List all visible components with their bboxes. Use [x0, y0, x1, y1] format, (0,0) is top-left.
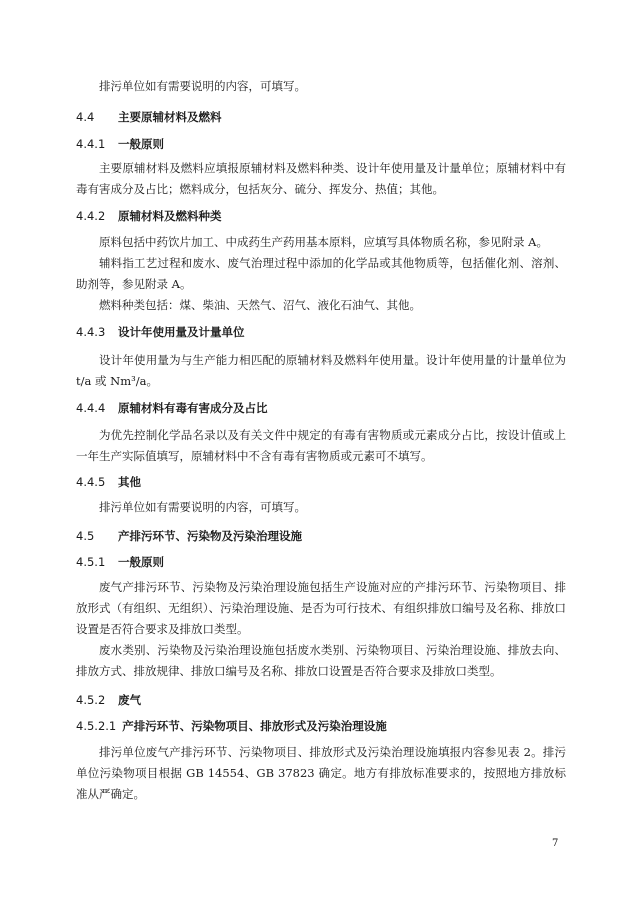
section-number: 4.5.2.1	[76, 719, 117, 733]
section-number: 4.4	[76, 110, 95, 124]
paragraph: 排污单位如有需要说明的内容，可填写。	[99, 79, 306, 93]
paragraph: 排污单位如有需要说明的内容，可填写。	[99, 500, 306, 514]
section-title: 原辅材料及燃料种类	[118, 209, 222, 223]
section-title: 主要原辅材料及燃料	[118, 110, 222, 124]
section-number: 4.5.1	[76, 555, 106, 569]
section-number: 4.4.4	[76, 401, 106, 415]
paragraph: 主要原辅材料及燃料应填报原辅材料及燃料种类、设计年使用量及计量单位；原辅材料中有毒有害成分及占比；燃料成分，包括灰分、硫分、挥发分、热值；其他。	[76, 161, 566, 196]
paragraph: 为优先控制化学品名录以及有关文件中规定的有毒有害物质或元素成分占比，按设计值或上一年生产实际值填写，原辅材料中不含有毒有害物质或元素可不填写。	[76, 428, 566, 463]
section-heading	[76, 690, 566, 710]
section-title: 产排污环节、污染物及污染治理设施	[118, 529, 302, 543]
paragraph: 废水类别、污染物及污染治理设施包括废水类别、污染物项目、污染治理设施、排放去向、排放方式、排放规律、排放口编号及名称、排放口设置是否符合要求及排放口类型。	[76, 643, 566, 678]
paragraph: 辅料指工艺过程和废水、废气治理过程中添加的化学品或其他物质等，包括催化剂、溶剂、助剂等，参见附录 A。	[76, 256, 566, 291]
section-title: 一般原则	[118, 555, 164, 569]
paragraph: 排污单位废气产排污环节、污染物项目、排放形式及污染治理设施填报内容参见表 2。排污单位污染物项目根据 GB 14554、GB 37823 确定。地方有排放标准要求的，按照地方排放标准从严确定。	[76, 745, 566, 801]
section-number: 4.5.2	[76, 693, 106, 707]
section-title: 原辅材料有毒有害成分及占比	[118, 401, 268, 415]
section-heading	[76, 134, 566, 154]
section-heading	[76, 716, 566, 736]
section-title: 废气	[118, 693, 141, 707]
paragraph: 废气产排污环节、污染物及污染治理设施包括生产设施对应的产排污环节、污染物项目、排放形式（有组织、无组织）、污染治理设施、是否为可行技术、有组织排放口编号及名称、排放口设置是否符合要求及排放口类型。	[76, 580, 566, 636]
section-number: 4.4.5	[76, 475, 106, 489]
paragraph: 设计年使用量为与生产能力相匹配的原辅材料及燃料年使用量。设计年使用量的计量单位为 t/a 或 Nm³/a。	[76, 353, 566, 388]
paragraph: 燃料种类包括：煤、柴油、天然气、沼气、液化石油气、其他。	[99, 298, 421, 312]
section-heading	[76, 472, 566, 492]
section-title: 产排污环节、污染物项目、排放形式及污染治理设施	[122, 719, 387, 733]
section-heading	[76, 552, 566, 572]
page-number: 7	[552, 838, 559, 849]
section-heading	[76, 107, 566, 127]
section-heading	[76, 322, 566, 342]
section-title: 设计年使用量及计量单位	[118, 325, 245, 339]
section-heading	[76, 526, 566, 546]
paragraph: 原料包括中药饮片加工、中成药生产药用基本原料，应填写具体物质名称，参见附录 A。	[99, 235, 548, 249]
section-number: 4.4.3	[76, 325, 106, 339]
section-number: 4.5	[76, 529, 95, 543]
section-heading	[76, 206, 566, 226]
section-number: 4.4.1	[76, 137, 106, 151]
section-heading	[76, 398, 566, 418]
section-title: 一般原则	[118, 137, 164, 151]
section-title: 其他	[118, 475, 141, 489]
section-number: 4.4.2	[76, 209, 106, 223]
